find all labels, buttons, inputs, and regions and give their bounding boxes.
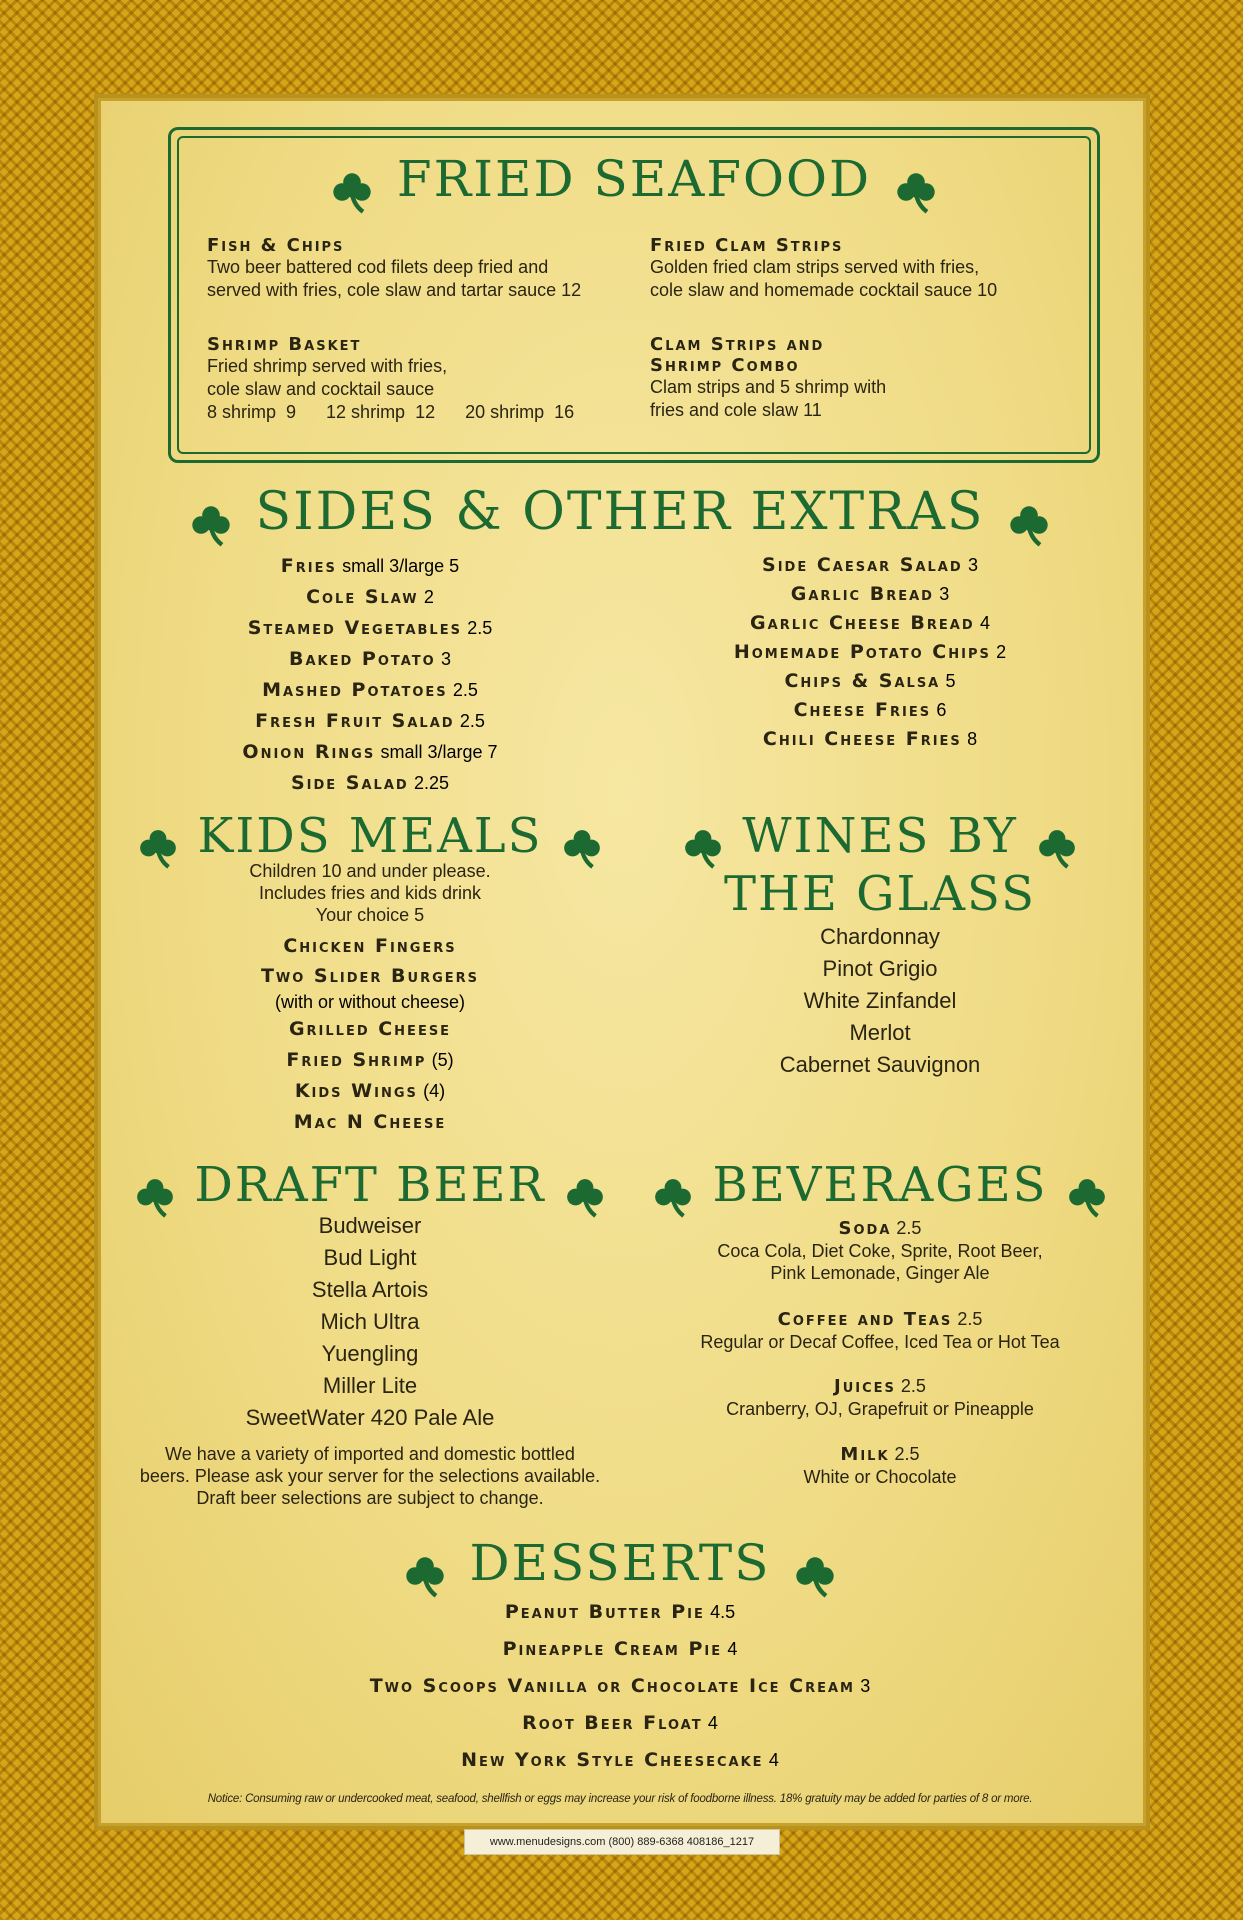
sides-heading [120,482,1120,547]
item-name: Milk [840,1444,890,1465]
desserts-list [120,1594,1120,1779]
list-item: (with or without cheese) [274,992,466,1012]
desserts-title: DESSERTS [469,1534,771,1592]
item-name: Fried Clam Strips [650,235,844,256]
list-item: Fries small 3/large 5 [280,555,460,577]
item-desc: Clam strips and 5 shrimp with [650,377,887,397]
draft-title: DRAFT BEER [194,1157,546,1213]
shamrock-icon [1066,1176,1108,1218]
item-price: 2.5 [894,1444,920,1464]
item-desc: Regular or Decaf Coffee, Iced Tea or Hot Tea [700,1332,1060,1352]
item-desc: fries and cole slaw 11 [650,400,822,420]
item-desc: cole slaw and cocktail sauce [207,379,435,399]
item-desc: Two beer battered cod filets deep fried and [207,257,549,277]
list-item: Side Caesar Salad 3 [762,554,978,576]
item-desc: Coca Cola, Diet Coke, Sprite, Root Beer, [717,1241,1043,1261]
list-item: Mac N Cheese [293,1111,447,1133]
menu-item-fried-clam-strips [650,235,1070,302]
list-item: Onion Rings small 3/large 7 [242,741,498,763]
beverage-coffee-teas [640,1308,1120,1353]
sides-right-list [650,551,1090,754]
menu-item-clam-shrimp-combo [650,334,1070,422]
list-item: Peanut Butter Pie 4.5 [504,1601,736,1623]
list-item: Two Scoops Vanilla or Chocolate Ice Cream 3 [369,1675,871,1697]
shamrock-icon [330,170,374,214]
list-item: Chili Cheese Fries 8 [762,728,978,750]
fried-seafood-heading [168,150,1100,214]
list-item: Cheese Fries 6 [793,699,947,721]
shamrock-icon [652,1176,694,1218]
item-name: Juices [834,1376,896,1397]
fried-seafood-title: FRIED SEAFOOD [396,150,872,208]
list-item: Chips & Salsa 5 [784,670,956,692]
list-item: White Zinfandel [803,988,957,1013]
item-desc: cole slaw and homemade cocktail sauce 10 [650,280,998,300]
item-desc: served with fries, cole slaw and tartar sauce 12 [207,280,582,300]
shamrock-icon [793,1554,837,1598]
list-item: Mashed Potatoes 2.5 [262,679,478,701]
draft-list [160,1210,580,1434]
list-item: Baked Potato 3 [288,648,451,670]
item-name: Soda [838,1218,892,1239]
shamrock-icon [894,170,938,214]
item-desc: Pink Lemonade, Ginger Ale [770,1263,990,1283]
list-item: Bud Light [323,1245,417,1270]
footer-credit: www.menudesigns.com (800) 889-6368 408186_1217 [464,1829,780,1855]
list-item: Pinot Grigio [822,956,938,981]
item-price: 2.5 [896,1218,922,1238]
list-item: Chardonnay [820,924,940,949]
item-desc: Fried shrimp served with fries, [207,356,448,376]
shamrock-icon [1007,503,1051,547]
list-item: Chicken Fingers [283,935,457,957]
wines-title-line2: THE GLASS [724,866,1036,922]
list-item: Homemade Potato Chips 2 [733,641,1007,663]
beverage-milk [640,1443,1120,1488]
list-item: Stella Artois [311,1277,429,1302]
sides-title: SIDES & OTHER EXTRAS [255,482,985,542]
list-item: Cole Slaw 2 [306,586,434,608]
beverage-juices [640,1375,1120,1420]
item-prices: 8 shrimp 9 12 shrimp 12 20 shrimp 16 [207,402,575,422]
list-item: Grilled Cheese [288,1018,452,1040]
beverages-heading [630,1157,1130,1218]
kids-list [160,931,580,1138]
list-item: Miller Lite [322,1373,418,1398]
menu-item-fish-chips [207,235,627,302]
item-desc: Cranberry, OJ, Grapefruit or Pineapple [726,1399,1034,1419]
shamrock-icon [682,827,724,869]
shamrock-icon [189,503,233,547]
list-item: Steamed Vegetables 2.5 [247,617,493,639]
shamrock-icon [1036,827,1078,869]
list-item: Yuengling [321,1341,419,1366]
wines-title-line1: WINES BY [742,808,1018,864]
item-name: Fish & Chips [207,235,345,256]
beverages-title: BEVERAGES [712,1157,1048,1213]
wines-heading [640,808,1120,869]
list-item: Pineapple Cream Pie 4 [502,1638,738,1660]
item-name: Shrimp Basket [207,334,362,355]
item-name: Coffee and Teas [777,1309,953,1330]
wines-list [640,921,1120,1081]
list-item: Two Slider Burgers [260,965,480,987]
list-item: Garlic Cheese Bread 4 [750,612,990,634]
kids-title: KIDS MEALS [197,808,543,864]
list-item: Kids Wings (4) [294,1080,446,1102]
notice-text: Notice: Consuming raw or undercooked meat, seafood, shellfish or eggs may increase your risk of foodborne illness. 18% gratuity may be added for parties of 8 or more. [207,1793,1033,1805]
item-desc: White or Chocolate [803,1467,957,1487]
item-desc: Golden fried clam strips served with fries, [650,257,980,277]
list-item: Fresh Fruit Salad 2.5 [255,710,485,732]
list-item: Fried Shrimp (5) [286,1049,454,1071]
item-name: Clam Strips and [650,334,825,355]
list-item: Mich Ultra [320,1309,420,1334]
item-name: Shrimp Combo [650,355,800,376]
list-item: New York Style Cheesecake 4 [461,1749,779,1771]
list-item: SweetWater 420 Pale Ale [245,1405,495,1430]
list-item: Merlot [849,1020,911,1045]
list-item: Garlic Bread 3 [790,583,950,605]
menu-item-shrimp-basket [207,334,627,424]
item-price: 2.5 [900,1376,926,1396]
kids-note: Children 10 and under please. Includes fries and kids drink Your choice 5 [249,861,491,925]
item-price: 2.5 [957,1309,983,1329]
beverage-soda [640,1217,1120,1284]
draft-note: We have a variety of imported and domestic bottled beers. Please ask your server for the selections available. Draft beer selections are subject to change. [139,1444,601,1508]
list-item: Side Salad 2.25 [290,772,450,794]
desserts-heading [120,1534,1120,1598]
draft-heading [110,1157,630,1218]
shamrock-icon [403,1554,447,1598]
list-item: Cabernet Sauvignon [779,1052,981,1077]
list-item: Root Beer Float 4 [522,1712,718,1734]
list-item: Budweiser [318,1213,422,1238]
wines-heading-line2 [640,866,1120,922]
sides-left-list [160,551,580,799]
